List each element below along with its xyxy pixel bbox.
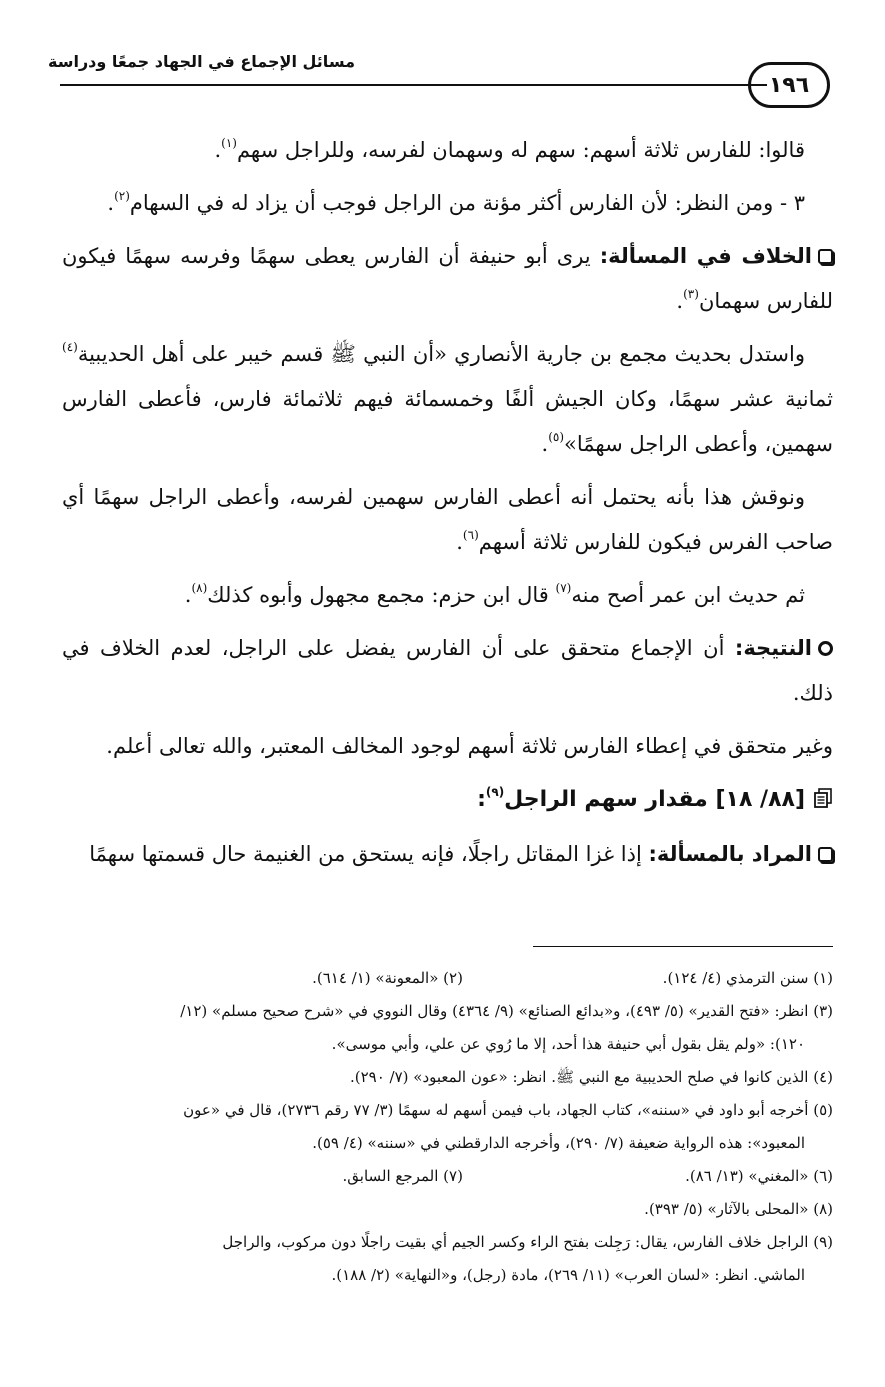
terminal-punctuation: . bbox=[541, 432, 549, 456]
terminal-punctuation: . bbox=[184, 583, 192, 607]
square-bullet-icon bbox=[818, 249, 833, 264]
footnote-5-continuation: المعبود»: هذه الرواية ضعيفة (٧/ ٢٩٠)، وأخرجه الدارقطني في «سننه» (٤/ ٥٩). bbox=[312, 1134, 805, 1152]
footnote-3-continuation: ١٢٠): «ولم يقل بقول أبي حنيفة هذا أحد، إلا ما رُوي عن علي، وأبي موسى». bbox=[331, 1035, 805, 1053]
paragraph-6 bbox=[62, 573, 833, 618]
section-heading bbox=[62, 777, 833, 824]
main-text bbox=[62, 128, 833, 885]
paragraph-2 bbox=[62, 181, 833, 226]
paragraph-meaning bbox=[62, 832, 833, 877]
paragraph-text: ٣ - ومن النظر: لأن الفارس أكثر مؤنة من الراجل فوجب أن يزاد له في السهام bbox=[129, 191, 805, 215]
terminal-punctuation: : bbox=[477, 787, 486, 812]
footnote-2: (٢) «المعونة» (١/ ٦١٤). bbox=[312, 969, 463, 987]
paragraph-text: إذا غزا المقاتل راجلًا، فإنه يستحق من الغنيمة حال قسمتها سهمًا bbox=[89, 842, 649, 866]
terminal-punctuation: . bbox=[676, 289, 684, 313]
header-rule bbox=[60, 84, 767, 86]
paragraph-text: يرى أبو حنيفة أن الفارس يعطى سهمًا وفرسه سهمًا فيكون للفارس سهمان bbox=[62, 244, 833, 313]
paragraph-text: ثمانية عشر سهمًا، وكان الجيش ألفًا وخمسمائة فيهم ثلاثمائة فارس، فأعطى الفارس سهمين، وأعطى الراجل سهمًا» bbox=[62, 387, 833, 456]
paragraph-8 bbox=[62, 724, 833, 769]
paragraph-text: وغير متحقق في إعطاء الفارس ثلاثة أسهم لوجود المخالف المعتبر، والله تعالى أعلم. bbox=[106, 734, 833, 758]
paragraph-1 bbox=[62, 128, 833, 173]
paragraph-text: واستدل بحديث مجمع بن جارية الأنصاري «أن النبي ﷺ قسم خيبر على أهل الحديبية bbox=[77, 342, 805, 366]
paragraph-4 bbox=[62, 332, 833, 467]
footnote-1: (١) سنن الترمذي (٤/ ١٢٤). bbox=[662, 969, 833, 987]
footnote-3: (٣) انظر: «فتح القدير» (٥/ ٤٩٣)، و«بدائع الصنائع» (٩/ ٤٣٦٤) وقال النووي في «شرح صحيح مسلم» (١٢/ bbox=[180, 1002, 833, 1020]
terminal-punctuation: . bbox=[214, 138, 222, 162]
footnote-8: (٨) «المحلى بالآثار» (٥/ ٣٩٣). bbox=[644, 1200, 833, 1218]
paragraph-text: ثم حديث ابن عمر أصح منه bbox=[571, 583, 805, 607]
paragraph-text: قال ابن حزم: مجمع مجهول وأبوه كذلك bbox=[207, 583, 556, 607]
footnote-separator bbox=[533, 946, 833, 947]
stacked-documents-icon bbox=[813, 779, 833, 824]
footnote-row bbox=[62, 1160, 833, 1193]
footnote-ref: (١) bbox=[221, 136, 237, 150]
footnotes bbox=[62, 962, 833, 1292]
footnote-row bbox=[62, 962, 833, 995]
footnote-ref: (٨) bbox=[191, 581, 208, 595]
lead-term: الخلاف في المسألة: bbox=[599, 244, 812, 268]
footnote-4: (٤) الذين كانوا في صلح الحديبية مع النبي ﷺ. انظر: «عون المعبود» (٧/ ٢٩٠). bbox=[349, 1068, 833, 1086]
footnote-ref: (٦) bbox=[462, 528, 479, 542]
terminal-punctuation: . bbox=[456, 530, 463, 554]
ring-bullet-icon bbox=[818, 641, 833, 656]
terminal-punctuation: . bbox=[107, 191, 115, 215]
square-bullet-icon bbox=[818, 847, 833, 862]
footnote-ref: (٥) bbox=[548, 430, 565, 444]
paragraph-text: قالوا: للفارس ثلاثة أسهم: سهم له وسهمان لفرسه، وللراجل سهم bbox=[236, 138, 805, 162]
lead-term: النتيجة: bbox=[734, 636, 812, 660]
footnote-6: (٦) «المغني» (١٣/ ٨٦). bbox=[685, 1167, 833, 1185]
section-heading-text: [٨٨/ ١٨] مقدار سهم الراجل bbox=[504, 787, 805, 812]
footnote-5: (٥) أخرجه أبو داود في «سننه»، كتاب الجهاد، باب فيمن أسهم له سهمًا (٣/ ٧٧ رقم ٢٧٣٦)، قال في «عون bbox=[183, 1101, 833, 1119]
paragraph-disagreement bbox=[62, 234, 833, 324]
paragraph-text: ونوقش هذا بأنه يحتمل أنه أعطى الفارس سهمين لفرسه، وأعطى الراجل سهمًا أي صاحب الفرس فيكون للفارس ثلاثة أسهم bbox=[62, 485, 833, 554]
footnote-ref: (٣) bbox=[683, 287, 699, 301]
page-number: ١٩٦ bbox=[748, 62, 830, 108]
footnote-ref: (٧) bbox=[555, 581, 572, 595]
footnote-9-continuation: الماشي. انظر: «لسان العرب» (١١/ ٢٦٩)، مادة (رجل)، و«النهاية» (٢/ ١٨٨). bbox=[331, 1266, 805, 1284]
running-title: مسائل الإجماع في الجهاد جمعًا ودراسة bbox=[48, 52, 355, 71]
footnote-9: (٩) الراجل خلاف الفارس، يقال: رَجِلت بفتح الراء وكسر الجيم أي بقيت راجلًا دون مركوب، والراجل bbox=[222, 1233, 833, 1251]
lead-term: المراد بالمسألة: bbox=[648, 842, 812, 866]
paragraph-5 bbox=[62, 475, 833, 565]
paragraph-result bbox=[62, 626, 833, 716]
footnote-ref: (٤) bbox=[62, 340, 78, 354]
paragraph-text: أن الإجماع متحقق على أن الفارس يفضل على الراجل، لعدم الخلاف في ذلك. bbox=[62, 636, 833, 705]
footnote-7: (٧) المرجع السابق. bbox=[342, 1167, 463, 1185]
footnote-ref: (٢) bbox=[114, 189, 130, 203]
footnote-ref: (٩) bbox=[485, 785, 505, 799]
